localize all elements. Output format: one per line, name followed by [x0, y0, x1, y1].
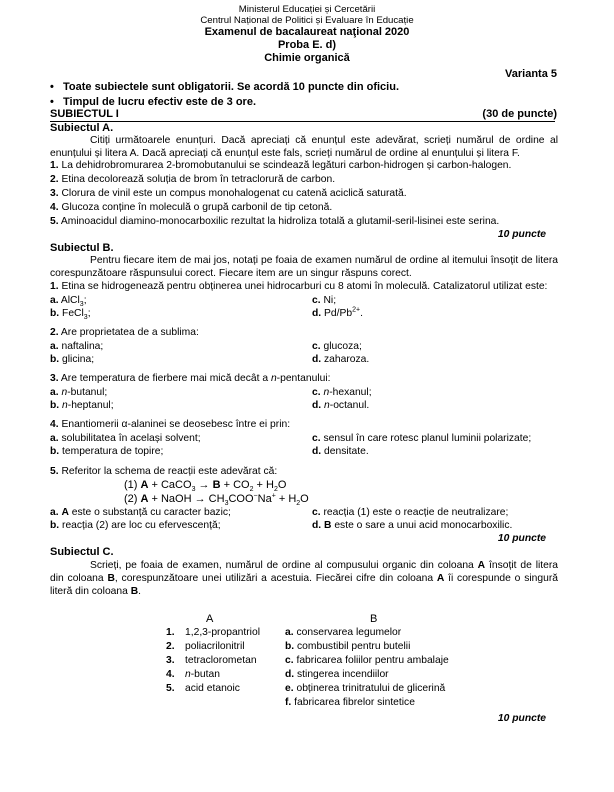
sub-a-item-4: [50, 202, 332, 214]
subject-title: Chimie organică: [264, 52, 350, 64]
col-b-item-d: d. stingerea incendiilor: [285, 669, 389, 680]
col-a-item-4: 4. n-butan: [166, 669, 220, 680]
q5-option-d: d. B este o sare a unui acid monocarboxilic.: [312, 520, 513, 531]
sub-b-points: 10 puncte: [497, 533, 546, 544]
q1-option-c: c. Ni;: [312, 295, 337, 306]
sub-b-instructions: Pentru fiecare item de mai jos, notați pe foaia de examen numărul de ordine al itemului însoțit de litera corespunzătoare răspunsului corect. Fiecare item are un singur răspuns corect.: [50, 255, 558, 279]
q5-option-a: a. A este o substanță cu caracter bazic;: [50, 507, 231, 518]
sub-b-title: Subiectul B.: [50, 242, 114, 254]
rule-2-text: Timpul de lucru efectiv este de 3 ore.: [63, 96, 257, 108]
q-text: Etina se hidrogenează pentru obținerea unei hidrocarburi cu 8 atomi în moleculă. Catalizatorul utilizat este:: [61, 281, 548, 292]
q3-option-b: b. n-heptanul;: [50, 400, 114, 411]
variant-label: Varianta 5: [505, 68, 557, 80]
sub-c-points: 10 puncte: [497, 713, 546, 724]
item-text: La dehidrobromurarea 2-bromobutanului se scindează legături carbon-hidrogen și carbon-halogen.: [61, 160, 512, 171]
q-number: 1.: [50, 281, 59, 292]
q2-option-a: a. naftalina;: [50, 341, 104, 352]
ministry-line: Ministerul Educației și Cercetării: [238, 4, 376, 15]
col-a-item-5: 5. acid etanoic: [166, 683, 240, 694]
sub-a-item-1: [50, 160, 511, 172]
q1-option-a: a. AlCl$_3$;: [50, 295, 87, 309]
item-number: 5.: [50, 216, 59, 227]
item-text: Aminoacidul diamino-monocarboxilic rezultat la hidroliza totală a glutamil-seril-lisinei este serina.: [60, 216, 500, 227]
q4-option-c: c. sensul în care rotesc planul luminii polarizate;: [312, 433, 532, 444]
q4-stem: 4. Enantiomerii α-alaninei se deosebesc între ei prin:: [50, 419, 291, 430]
proba-title: Proba E. d): [277, 39, 337, 51]
col-b-item-b: b. combustibil pentru butelii: [285, 641, 411, 652]
item-text: Clorura de vinil este un compus monohalogenat cu catenă aciclică saturată.: [61, 188, 407, 199]
sub-a-item-5: [50, 216, 499, 228]
col-b-item-c: c. fabricarea foliilor pentru ambalaje: [285, 655, 449, 666]
sub-a-points: 10 puncte: [497, 229, 546, 240]
col-b-item-a: a. conservarea legumelor: [285, 627, 402, 638]
item-text: Etina decolorează soluția de brom în tetraclorură de carbon.: [61, 174, 336, 185]
col-a-item-3: 3. tetraclorometan: [166, 655, 257, 666]
col-b-item-f: f. fabricarea fibrelor sintetice: [285, 697, 415, 708]
q4-option-a: a. solubilitatea în același solvent;: [50, 433, 201, 444]
col-b-header: B: [370, 613, 378, 625]
q3-option-a: a. n-butanul;: [50, 387, 108, 398]
section-rule: [50, 121, 555, 122]
q2-stem: 2. Are proprietatea de a sublima:: [50, 327, 199, 338]
item-text: Glucoza conține în moleculă o grupă carbonil de tip cetonă.: [61, 202, 333, 213]
section-title: SUBIECTUL I: [50, 108, 119, 120]
q4-option-b: b. temperatura de topire;: [50, 446, 164, 457]
q1-option-b: b. FeCl$_3$;: [50, 308, 91, 322]
q5-stem: 5. Referitor la schema de reacții este adevărat că:: [50, 466, 278, 477]
center-line: Centrul Național de Politici și Evaluare în Educație: [200, 15, 414, 26]
q4-option-d: d. densitate.: [312, 446, 369, 457]
q3-option-c: c. n-hexanul;: [312, 387, 372, 398]
q3-stem: 3. Are temperatura de fierbere mai mică decât a n-pentanului:: [50, 373, 331, 384]
q3-option-d: d. n-octanul.: [312, 400, 370, 411]
section-points: (30 de puncte): [482, 108, 557, 120]
q2-option-b: b. glicina;: [50, 354, 95, 365]
q1-option-d: d. $Pd/Pb^{2+}$.: [312, 306, 363, 319]
q5-option-c: c. reacția (1) este o reacție de neutralizare;: [312, 507, 509, 518]
sub-a-instructions: Citiți următoarele enunțuri. Dacă apreciați că enunțul este adevărat, scrieți numărul de ordine al enunțului și litera A. Dacă apreciați că enunțul este fals, scrieți numărul de ordine al enunțului și litera F.: [50, 135, 558, 159]
col-a-item-2: 2. poliacrilonitril: [166, 641, 245, 652]
sub-a-item-3: [50, 188, 407, 200]
rule-1-text: Toate subiectele sunt obligatorii. Se acordă 10 puncte din oficiu.: [63, 81, 399, 93]
item-number: 1.: [50, 160, 59, 171]
item-number: 4.: [50, 202, 59, 213]
sub-a-title: Subiectul A.: [50, 122, 114, 134]
col-b-item-e: e. obținerea trinitratului de glicerină: [285, 683, 446, 694]
q5-reaction-1: (1) A + CaCO$_3$ → $B + CO_2 + H_2O$: [124, 479, 287, 494]
q5-option-b: b. reacția (2) are loc cu efervescență;: [50, 520, 221, 531]
q1-stem: [50, 281, 547, 293]
sub-c-title: Subiectul C.: [50, 546, 114, 558]
q2-option-d: d. zaharoza.: [312, 354, 370, 365]
exam-title: Examenul de bacalaureat naţional 2020: [204, 26, 410, 38]
col-a-header: A: [206, 613, 214, 625]
sub-c-instructions: Scrieți, pe foaia de examen, numărul de ordine al compusului organic din coloana A însoțit de litera din coloana B, corespunzătoare unei utilizări a acestuia. Fiecărei cifre din coloana A îi corespunde o singură literă din coloana B.: [50, 560, 559, 597]
item-number: 3.: [50, 188, 59, 199]
rule-2: • Timpul de lucru efectiv este de 3 ore.: [50, 96, 257, 108]
item-number: 2.: [50, 174, 59, 185]
rule-1: • Toate subiectele sunt obligatorii. Se acordă 10 puncte din oficiu.: [50, 81, 399, 93]
q2-option-c: c. glucoza;: [312, 341, 362, 352]
col-a-item-1: 1. 1,2,3-propantriol: [166, 627, 260, 638]
q5-reaction-2: (2) A + NaOH → $CH_3COO^-Na^+ + H_2O$: [124, 492, 309, 508]
sub-a-item-2: [50, 174, 335, 186]
